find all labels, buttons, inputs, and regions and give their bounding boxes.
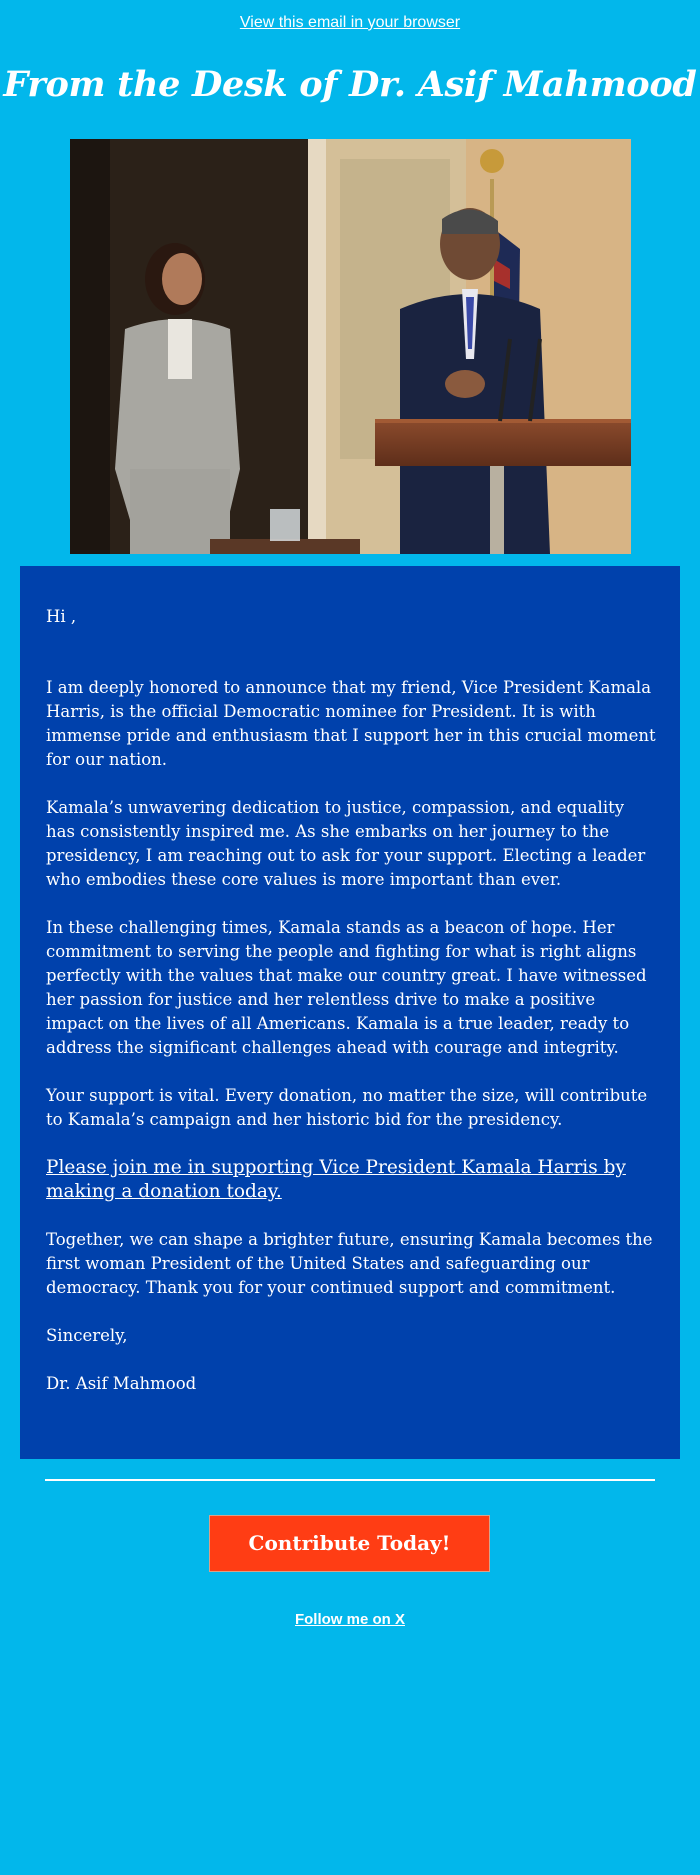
- closing-paragraph: Together, we can shape a brighter future, ensuring Kamala becomes the first woman President of the United States and safeguarding our democracy. Thank you for your continued support and commitment.: [46, 1230, 653, 1297]
- view-in-browser-link[interactable]: View this email in your browser: [239, 14, 461, 31]
- letter-paragraph: In these challenging times, Kamala stands as a beacon of hope. Her commitment to serving the people and fighting for what is right aligns perfectly with the values that make our country great. I have witnessed her passion for justice and her relentless drive to make a positive impact on the lives of all Americans. Kamala is a true leader, ready to address the significant challenges ahead with courage and integrity.: [46, 918, 647, 1057]
- greeting: Hi ,: [46, 607, 77, 626]
- letter-paragraph: Kamala’s unwavering dedication to justice, compassion, and equality has consistently inspired me. As she embarks on her journey to the presidency, I am reaching out to ask for your support. Electing a leader who embodies these core values is more important than ever.: [46, 798, 646, 889]
- donation-link[interactable]: Please join me in supporting Vice President Kamala Harris by making a donation today.: [46, 1157, 626, 1202]
- divider: [45, 1479, 655, 1481]
- letter-panel: [20, 566, 680, 1459]
- contribute-button[interactable]: Contribute Today!: [209, 1515, 490, 1572]
- page-title: From the Desk of Dr. Asif Mahmood: [3, 64, 697, 105]
- signature: Dr. Asif Mahmood: [46, 1374, 197, 1393]
- hero-photo: [70, 139, 631, 554]
- sign-off: Sincerely,: [46, 1326, 128, 1345]
- follow-on-x-link[interactable]: Follow me on X: [294, 1611, 405, 1628]
- letter-paragraph: I am deeply honored to announce that my friend, Vice President Kamala Harris, is the official Democratic nominee for President. It is with immense pride and enthusiasm that I support her in this crucial moment for our nation.: [46, 678, 656, 769]
- letter-paragraph: Your support is vital. Every donation, no matter the size, will contribute to Kamala’s campaign and her historic bid for the presidency.: [46, 1086, 648, 1129]
